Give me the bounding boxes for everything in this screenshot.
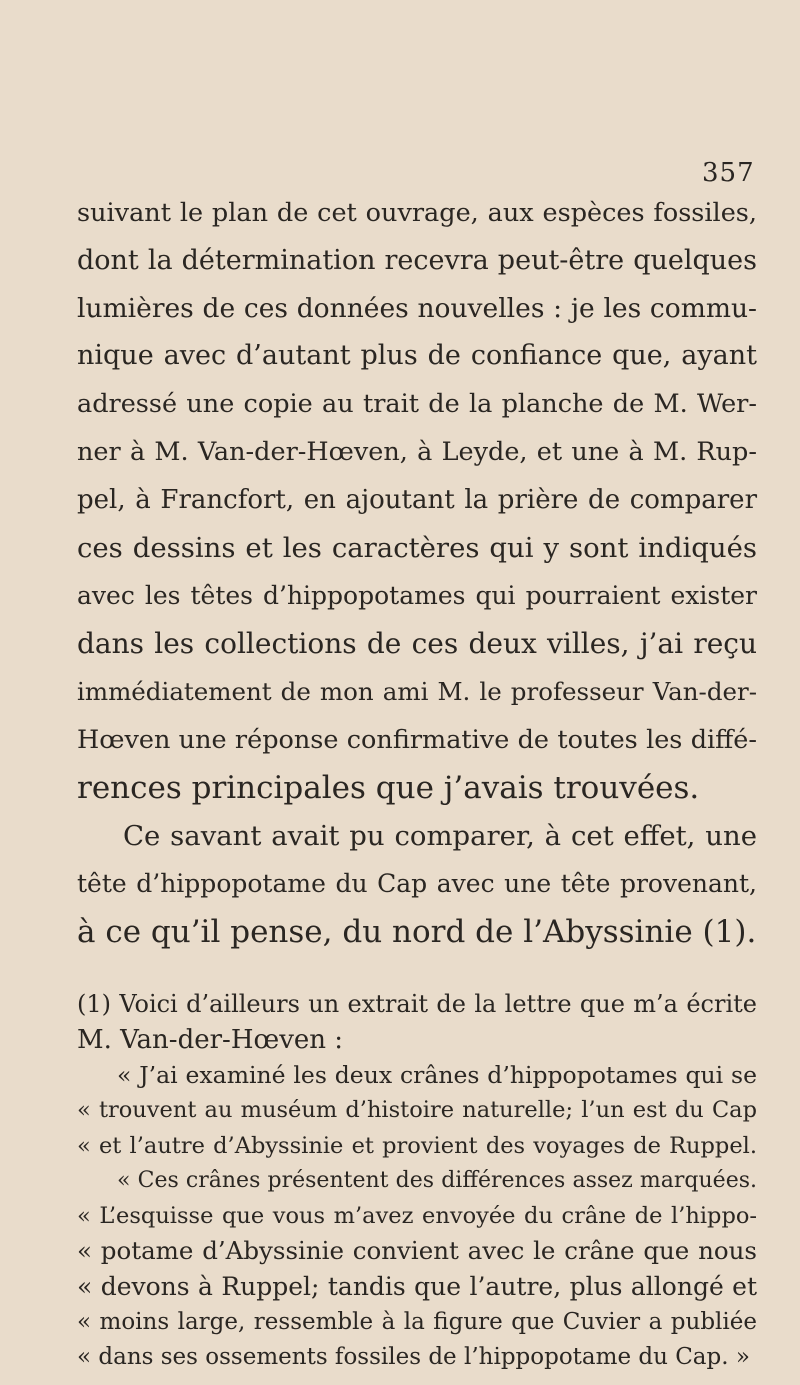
page-number: 357 — [702, 158, 755, 188]
body-line: ces dessins et les caractères qui y sont indiqués — [77, 532, 757, 564]
body-line: dont la détermination recevra peut-être quelques — [77, 245, 757, 276]
body-line: ner à M. Van-der-Hœven, à Leyde, et une à M. Rup- — [77, 437, 757, 467]
body-text — [77, 193, 757, 773]
body-line: immédiatement de mon ami M. le professeur Van-der- — [77, 677, 757, 706]
quote-line: « Ces crânes présentent des différences assez marquées. — [117, 1168, 757, 1193]
body-line: nique avec d’autant plus de confiance que, ayant — [77, 340, 757, 371]
body-line: suivant le plan de cet ouvrage, aux espèces fossiles, — [77, 198, 757, 228]
paragraph-start-line: Ce savant avait pu comparer, à cet effet, une — [123, 820, 757, 852]
quote-line: « L’esquisse que vous m’avez envoyée du crâne de l’hippo- — [77, 1203, 757, 1229]
quote-line: « moins large, ressemble à la figure que Cuvier a publiée — [77, 1309, 757, 1335]
body-line: adressé une copie au trait de la planche de M. Wer- — [77, 389, 757, 419]
quote-line: « potame d’Abyssinie convient avec le crâne que nous — [77, 1236, 757, 1265]
footnote-line: M. Van-der-Hœven : — [77, 1025, 344, 1055]
body-line: avec les têtes d’hippopotames qui pourraient exister — [77, 581, 757, 610]
quote-line: « devons à Ruppel; tandis que l’autre, plus allongé et — [77, 1272, 757, 1301]
body-line: Hœven une réponse confirmative de toutes les diffé- — [77, 725, 757, 755]
body-line: rences principales que j’avais trouvées. — [77, 770, 700, 806]
quote-line: « et l’autre d’Abyssinie et provient des voyages de Ruppel. — [77, 1133, 757, 1159]
body-line: lumières de ces données nouvelles : je les commu- — [77, 293, 757, 324]
body-line: à ce qu’il pense, du nord de l’Abyssinie (1). — [77, 914, 757, 950]
footnote — [77, 987, 757, 1377]
quote-line: « dans ses ossements fossiles de l’hippopotame du Cap. » — [77, 1344, 750, 1370]
body-line: tête d’hippopotame du Cap avec une tête provenant, — [77, 869, 757, 898]
body-line: dans les collections de ces deux villes, j’ai reçu — [77, 627, 757, 660]
body-line: pel, à Francfort, en ajoutant la prière de comparer — [77, 485, 757, 515]
quote-line: « J’ai examiné les deux crânes d’hippopotames qui se — [117, 1061, 757, 1089]
body-text-continued — [77, 768, 757, 968]
footnote-line: (1) Voici d’ailleurs un extrait de la lettre que m’a écrite — [77, 990, 757, 1018]
quote-line: « trouvent au muséum d’histoire naturelle; l’un est du Cap — [77, 1097, 757, 1123]
